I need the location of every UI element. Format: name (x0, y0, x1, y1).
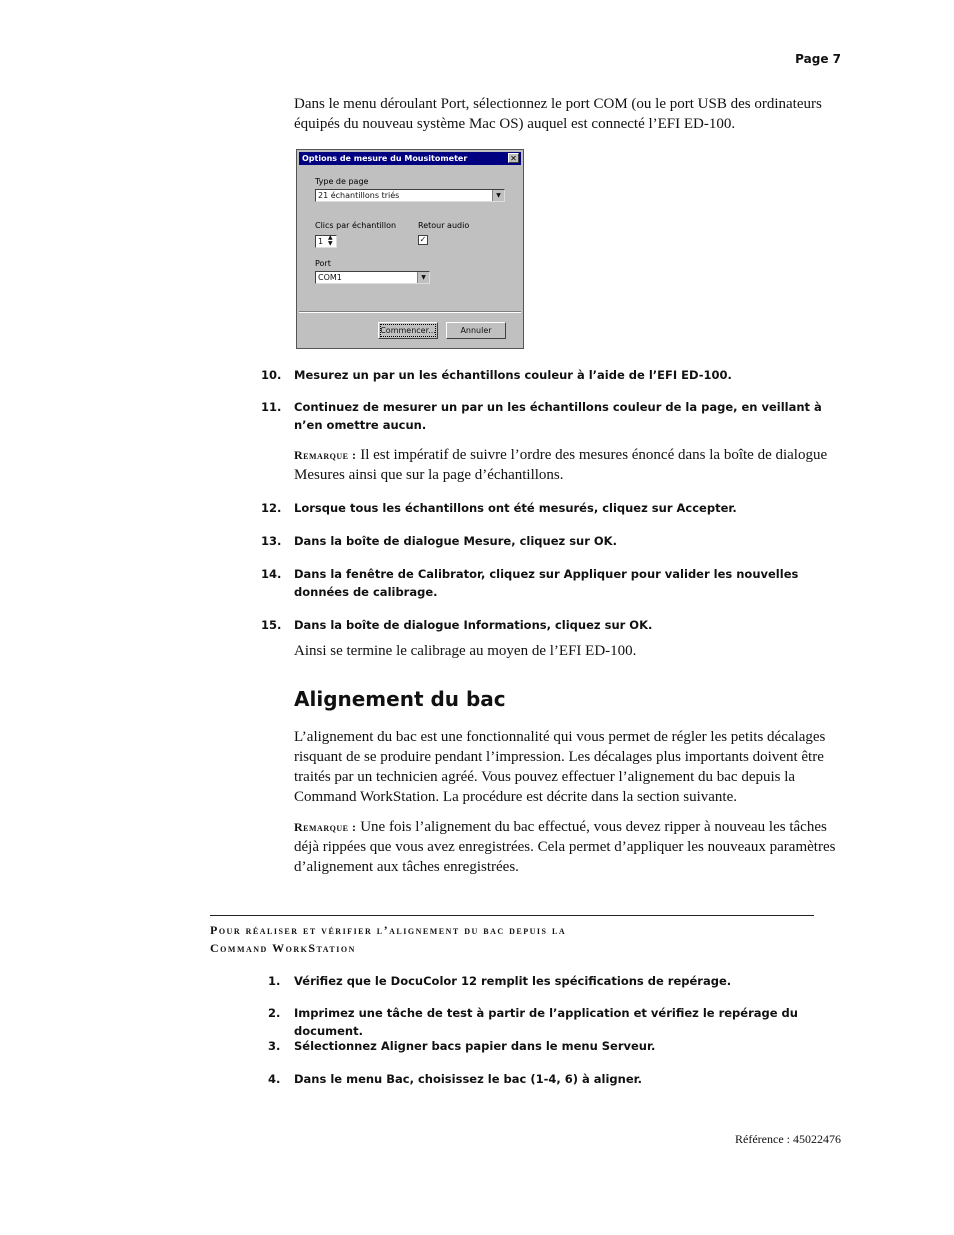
step-text: Imprimez une tâche de test à partir de l’application et vérifiez le repérage du document. (294, 1006, 798, 1038)
dialog-title: Options de mesure du Mousitometer (302, 154, 468, 163)
check-icon: ✓ (419, 235, 427, 244)
footer-reference: Référence : 45022476 (735, 1132, 841, 1146)
stepper-arrows-icon[interactable]: ▲ ▼ (328, 234, 333, 247)
procedure-title-line: Command WorkStation (210, 941, 356, 955)
audio-checkbox[interactable] (418, 235, 428, 245)
step-text: Dans le menu Bac, choisissez le bac (1-4, 6) à aligner. (294, 1072, 643, 1086)
note-text: Une fois l’alignement du bac effectué, vous devez ripper à nouveau les tâches déjà rippées que vous avez enregistrées. Cela permet d’appliquer les nouveaux paramètres d’alignement aux tâches enregistrées. (294, 819, 836, 875)
intro-paragraph: Dans le menu déroulant Port, sélectionnez le port COM (ou le port USB des ordinateurs équipés du nouveau système Mac OS) auquel est connecté l’EFI ED-100. (294, 96, 822, 132)
step-text: Sélectionnez Aligner bacs papier dans le menu Serveur. (294, 1039, 656, 1053)
conclusion-paragraph: Ainsi se termine le calibrage au moyen de l’EFI ED-100. (294, 643, 637, 659)
step-text: Vérifiez que le DocuColor 12 remplit les spécifications de repérage. (294, 974, 732, 988)
clicks-value: 1 (318, 237, 324, 246)
start-button[interactable]: Commencer... (378, 322, 438, 339)
step-number: 2. (268, 1006, 281, 1020)
procedure-rule (210, 915, 814, 916)
note-paragraph (294, 817, 839, 877)
dialog-divider (299, 311, 521, 313)
measure-options-dialog (296, 149, 524, 349)
port-select[interactable] (315, 271, 430, 284)
port-value: COM1 (318, 273, 342, 282)
port-label: Port (315, 259, 331, 268)
step-number: 3. (268, 1039, 281, 1053)
audio-label: Retour audio (418, 221, 470, 230)
procedure-title-line: Pour réaliser et vérifier l’alignement du bac depuis la (210, 923, 567, 937)
step-text: Dans la fenêtre de Calibrator, cliquez sur Appliquer pour valider les nouvelles données de calibrage. (294, 567, 799, 599)
chevron-down-icon: ▼ (492, 190, 504, 201)
chevron-down-icon: ▼ (417, 272, 429, 283)
section-title: Alignement du bac (294, 687, 506, 711)
step-number: 11. (261, 400, 282, 414)
step-number: 13. (261, 534, 282, 548)
page-type-label: Type de page (315, 177, 369, 186)
step-number: 15. (261, 618, 282, 632)
clicks-stepper[interactable] (315, 235, 337, 248)
note-paragraph (294, 445, 839, 485)
note-label: Remarque : (294, 820, 357, 834)
page-type-value: 21 échantillons triés (318, 191, 400, 200)
dialog-title-bar (299, 152, 521, 165)
section-paragraph: L’alignement du bac est une fonctionnalité qui vous permet de régler les petits décalages risquant de se produire pendant l’impression. Les décalages plus importants doivent être traités par un technicien agréé. Vous pouvez effectuer l’alignement du bac depuis la Command WorkStation. La procédure est décrite dans la section suivante. (294, 729, 826, 805)
page-type-select[interactable] (315, 189, 505, 202)
note-text: Il est impératif de suivre l’ordre des mesures énoncé dans la boîte de dialogue Mesures ainsi que sur la page d’échantillons. (294, 447, 828, 483)
step-text: Lorsque tous les échantillons ont été mesurés, cliquez sur Accepter. (294, 501, 737, 515)
page-number: Page 7 (795, 52, 841, 66)
close-icon[interactable]: ✕ (508, 153, 519, 163)
step-number: 10. (261, 368, 282, 382)
step-text: Dans la boîte de dialogue Informations, cliquez sur OK. (294, 618, 653, 632)
step-number: 14. (261, 567, 282, 581)
step-number: 4. (268, 1072, 281, 1086)
step-text: Continuez de mesurer un par un les échantillons couleur de la page, en veillant à n’en omettre aucun. (294, 400, 822, 432)
step-text: Mesurez un par un les échantillons couleur à l’aide de l’EFI ED-100. (294, 368, 732, 382)
step-number: 1. (268, 974, 281, 988)
step-number: 12. (261, 501, 282, 515)
step-text: Dans la boîte de dialogue Mesure, cliquez sur OK. (294, 534, 617, 548)
clicks-label: Clics par échantillon (315, 221, 397, 230)
procedure-title (210, 921, 814, 957)
note-label: Remarque : (294, 448, 357, 462)
cancel-button[interactable]: Annuler (446, 322, 506, 339)
